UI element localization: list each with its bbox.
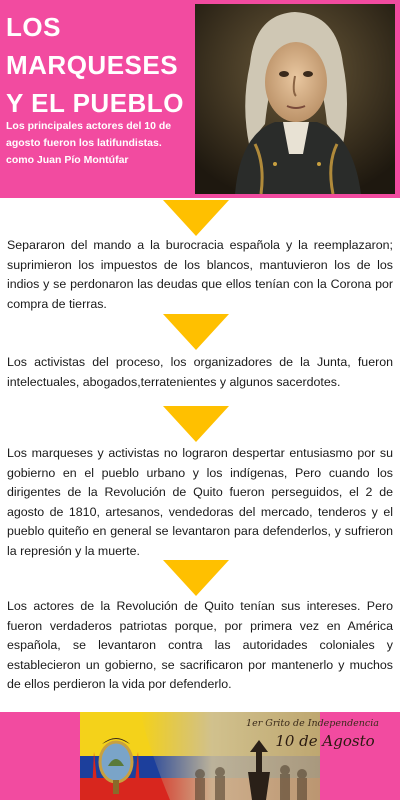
page-title [6,8,196,122]
subtitle: Los principales actores del 10 de agosto fueron los latifundistas. como Juan Pío Montúfar [6,120,172,166]
arrow-down-icon [163,200,229,236]
arrow-down-icon [163,406,229,442]
arrow-down-icon [163,560,229,596]
title-line-3: Y EL PUEBLO [6,88,184,118]
banner-caption-line-1: 1er Grito de Independencia [246,718,379,729]
paragraph-4: Los actores de la Revolución de Quito tenían sus intereses. Pero fueron verdaderos patriotas porque, por primera vez en América española, se levantaron contra las autoridades coloniales y establecieron un gobierno, se sacrificaron por mantenerlo y muchos de ellos perdieron la vida por defenderlo. [7,599,393,691]
header-banner [0,0,400,198]
paragraph-3: Los marqueses y activistas no lograron despertar entusiasmo por su gobierno en el pueblo urbano y los indígenas, Pero cuando los dirigentes de la Revolución de Quito fueron perseguidos, el 2 de agosto de 1810, artesanos, vendedoras del mercado, tenderos y el pueblo quiteño en general se levantaron para defenderlos, y sufrieron la represión y la muerte. [7,446,393,558]
paragraph-1: Separaron del mando a la burocracia española y la reemplazaron; suprimieron los impuestos de los blancos, mantuvieron los de los indios y se perdonaron las deudas que ellos tenían con la Corona por compra de tierras. [7,238,393,311]
title-line-2: MARQUESES [6,50,179,80]
arrow-down-icon [163,314,229,350]
title-line-1: LOS [6,12,61,42]
independence-banner-image [80,712,379,800]
footer-banner [0,712,400,800]
portrait-image [195,4,395,194]
banner-caption-line-2: 10 de Agosto [275,732,375,750]
portrait-illustration [195,4,395,194]
paragraph-2: Los activistas del proceso, los organizadores de la Junta, fueron intelectuales, abogados,terratenientes y algunos sacerdotes. [7,355,393,389]
